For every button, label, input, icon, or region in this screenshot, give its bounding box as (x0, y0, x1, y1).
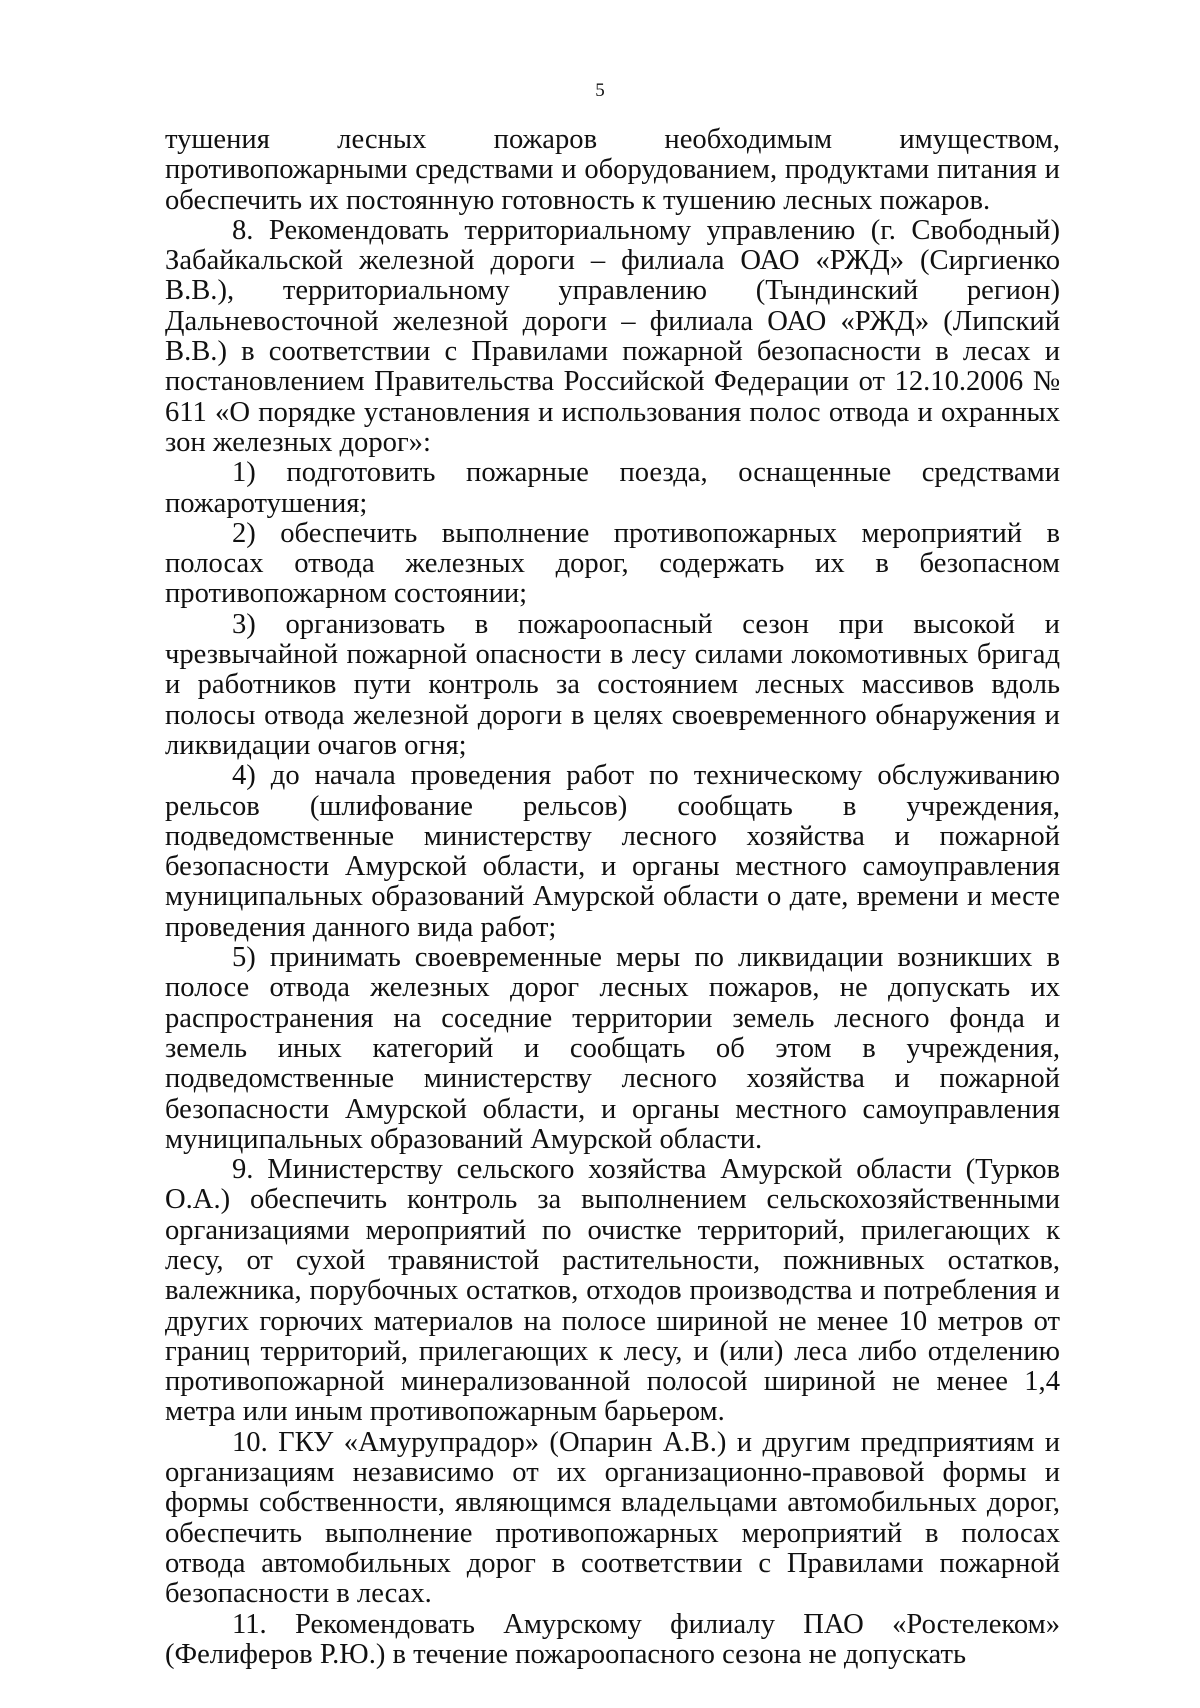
page-number: 5 (595, 80, 605, 101)
subitem-4: 4) до начала проведения работ по техническому обслуживанию рельсов (шлифование рельсов) сообщать в учреждения, подведомственные министерству лесного хозяйства и пожарной безопасности Амурской области, и органы местного самоуправления муниципальных образований Амурской области о дате, времени и месте проведения данного вида работ; (165, 760, 1060, 943)
paragraph-item-11: 11. Рекомендовать Амурскому филиалу ПАО «Ростелеком» (Фелиферов Р.Ю.) в течение пожароопасного сезона не допускать (165, 1608, 1060, 1670)
paragraph-item-10: 10. ГКУ «Амурупрадор» (Опарин А.В.) и другим предприятиям и организациям независимо от их организационно-правовой формы и формы собственности, являющимся владельцами автомобильных дорог, обеспечить выполнение противопожарных мероприятий в полосах отвода автомобильных дорог в соответствии с Правилами пожарной безопасности в лесах. (165, 1426, 1060, 1610)
paragraph-item-8: 8. Рекомендовать территориальному управлению (г. Свободный) Забайкальской железной дороги – филиала ОАО «РЖД» (Сиргиенко В.В.), территориальному управлению (Тындинский регион) Дальневосточной железной дороги – филиала ОАО «РЖД» (Липский В.В.) в соответствии с Правилами пожарной безопасности в лесах и постановлением Правительства Российской Федерации от 12.10.2006 № 611 «О порядке установления и использования полос отвода и охранных зон железных дорог»: (165, 214, 1060, 458)
document-body (165, 125, 1060, 1670)
subitem-3: 3) организовать в пожароопасный сезон при высокой и чрезвычайной пожарной опасности в лесу силами локомотивных бригад и работников пути контроль за состоянием лесных массивов вдоль полосы отвода железной дороги в целях своевременного обнаружения и ликвидации очагов огня; (165, 608, 1060, 761)
subitem-5: 5) принимать своевременные меры по ликвидации возникших в полосе отвода железных дорог лесных пожаров, не допускать их распространения на соседние территории земель лесного фонда и земель иных категорий и сообщать об этом в учреждения, подведомственные министерству лесного хозяйства и пожарной безопасности Амурской области, и органы местного самоуправления муниципальных образований Амурской области. (165, 942, 1060, 1155)
paragraph-continuation: тушения лесных пожаров необходимым имуществом, противопожарными средствами и оборудованием, продуктами питания и обеспечить их постоянную готовность к тушению лесных пожаров. (165, 124, 1060, 216)
subitem-2: 2) обеспечить выполнение противопожарных мероприятий в полосах отвода железных дорог, содержать их в безопасном противопожарном состоянии; (165, 517, 1060, 610)
subitem-1: 1) подготовить пожарные поезда, оснащенные средствами пожаротушения; (165, 457, 1060, 519)
paragraph-item-9: 9. Министерству сельского хозяйства Амурской области (Турков О.А.) обеспечить контроль за выполнением сельскохозяйственными организациями мероприятий по очистке территорий, прилегающих к лесу, от сухой травянистой растительности, пожнивных остатков, валежника, порубочных остатков, отходов производства и потребления и других горючих материалов на полосе шириной не менее 10 метров от границ территорий, прилегающих к лесу, и (или) леса либо отделению противопожарной минерализованной полосой шириной не менее 1,4 метра или иным противопожарным барьером. (165, 1154, 1060, 1428)
